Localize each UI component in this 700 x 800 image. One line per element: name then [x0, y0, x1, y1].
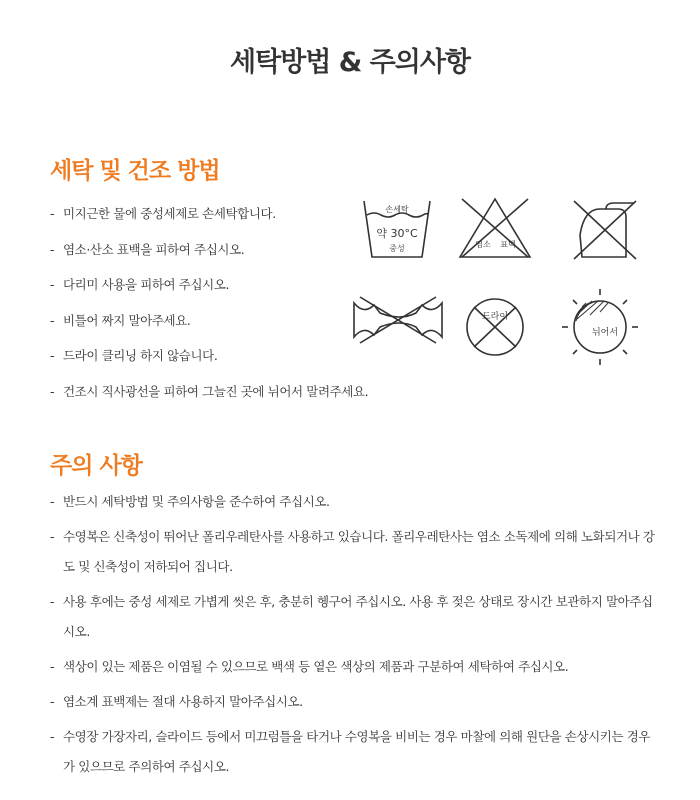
- list-item: - 반드시 세탁방법 및 주의사항을 준수하여 주십시오.: [50, 487, 660, 517]
- no-bleach-icon: [460, 199, 530, 257]
- dry-clean-label: 드라이: [481, 312, 509, 322]
- list-item: - 사용 후에는 중성 세제로 가볍게 씻은 후, 충분히 헹구어 주십시오. 사용 후 젖은 상태로 장시간 보관하지 말아주십시오.: [50, 587, 660, 647]
- no-dry-clean-icon: [467, 299, 523, 355]
- hand-wash-bottom-label: 중성: [389, 244, 405, 253]
- list-item: - 염소계 표백제는 절대 사용하지 말아주십시오.: [50, 687, 660, 717]
- no-wring-icon: [354, 297, 442, 343]
- list-item: - 미지근한 물에 중성세제로 손세탁합니다.: [50, 205, 368, 223]
- hand-wash-top-label: 손세탁: [385, 205, 409, 214]
- list-item: - 비틀어 짜지 말아주세요.: [50, 312, 368, 330]
- list-item: - 다리미 사용을 피하여 주십시오.: [50, 276, 368, 294]
- caution-section-title: 주의 사항: [50, 453, 142, 479]
- care-symbols: [350, 195, 650, 370]
- care-section-title: 세탁 및 건조 방법: [50, 158, 220, 184]
- no-iron-icon: [574, 201, 636, 259]
- dry-flat-label: 뉘어서: [591, 328, 619, 338]
- dry-flat-shade-icon: [562, 289, 638, 365]
- caution-list: [50, 487, 660, 787]
- list-item: - 색상이 있는 제품은 이염될 수 있으므로 백색 등 옅은 색상의 제품과 구분하여 세탁하여 주십시오.: [50, 652, 660, 682]
- list-item: - 건조시 직사광선을 피하여 그늘진 곳에 뉘어서 말려주세요.: [50, 383, 368, 401]
- page-title: 세탁방법 & 주의사항: [229, 47, 470, 78]
- hand-wash-temp-label: 약 30°C: [376, 227, 418, 240]
- bleach-left-label: 염소: [475, 240, 491, 249]
- list-item: - 염소·산소 표백을 피하여 주십시오.: [50, 241, 368, 259]
- list-item: - 수영복은 신축성이 뛰어난 폴리우레탄사를 사용하고 있습니다. 폴리우레탄사는 염소 소독제에 의해 노화되거나 강도 및 신축성이 저하되어 집니다.: [50, 522, 660, 582]
- bleach-right-label: 표백: [500, 240, 516, 249]
- care-instructions-list: [50, 205, 368, 418]
- list-item: - 수영장 가장자리, 슬라이드 등에서 미끄럼틀을 타거나 수영복을 비비는 경우 마찰에 의해 원단을 손상시키는 경우가 있으므로 주의하여 주십시오.: [50, 722, 660, 782]
- list-item: - 드라이 클리닝 하지 않습니다.: [50, 347, 368, 365]
- care-symbols-graphic: [350, 195, 650, 370]
